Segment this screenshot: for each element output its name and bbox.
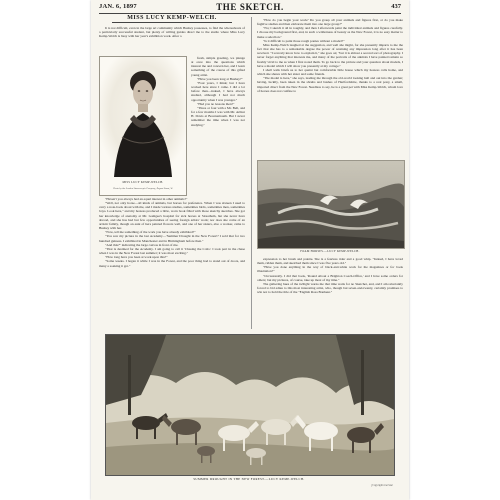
right-col-lower xyxy=(257,257,403,329)
paragraph: The gathering hues of the twilight warns me that time waits for no Sketcher, and, and I am reluctantly forced to bid adieu to this most interesting artist, who, though but seven-and-twenty, certainly promises to win not to hold the title of the "English Rosa Bonheur." xyxy=(257,281,403,295)
issue-date: JAN. 6, 1897 xyxy=(99,3,137,10)
portrait-photo xyxy=(100,57,186,179)
paragraph: "No; I sketch it all in roughly, and then I afterwards paint the individual animals and figures carefully. I choose my background first, and, in such a wilderness of beauty as the New Forest, it is no easy matter to make a selection." xyxy=(257,26,403,39)
left-col-intro xyxy=(99,26,245,55)
seascape-artwork xyxy=(258,161,404,248)
summer-drought-painting xyxy=(105,334,395,476)
masthead: THE SKETCH. xyxy=(216,2,284,12)
paragraph: I shall walk briefs us to her quaint but comfortable little house which my hostess calls home, and which she shares with her sister and some friends. xyxy=(257,67,403,77)
title-underline xyxy=(112,22,232,23)
paragraph: "That is destined for the Academy. I am going to call it 'Chasing the Colts.' I took part in the chase when I was in the New Forest last summer; it was most exciting." xyxy=(99,246,245,256)
portrait-figure xyxy=(99,56,187,196)
article-title: MISS LUCY KEMP-WELCH. xyxy=(127,15,217,21)
right-col-upper xyxy=(257,18,403,158)
portrait-credit: Photo by the London Stereoscopic Company, Regent Street, W. xyxy=(113,187,173,190)
paragraph: expression to her brush and palette. She is a fearless rider and a good whip. "Indeed, I have loved them, ridden them, and sketched them since I was five years old." xyxy=(257,257,403,266)
paragraph: "The model is here," she says, leading me through the old-world looking hall and out into the garden; having, luckily, been taken in the shrubs and bushes of Hertfordshire, thanks to a real pony, a small, imported direct from the New Forest. Needless to say, he is a great pet with Miss Kemp-Welch, whom love of horses does not confine to xyxy=(257,76,403,93)
portrait-caption: MISS LUCY KEMP-WELCH. xyxy=(122,181,164,184)
seascape-caption: FOAM HORSES.—LUCY KEMP-WELCH. xyxy=(300,250,360,253)
copyright-notice: [Copyright reserved. xyxy=(371,484,393,487)
paragraph: "Had you no lessons then?" xyxy=(197,101,235,106)
header-rule xyxy=(99,13,401,14)
paragraph: Miss Kemp-Welch laughed at the suggestion, and well she might, for she presently imparts to me the fact that she has to a remarkable degree the power of retaining any impression long after it has been received. "I scarcely know how to explain it," she goes on; "but it is almost a second sort of photography. I never forget anything that interests me, and many of the portraits of the animals I have painted remain so freshly vivid to me as when I first noted them. To go back to the picture and your question about models, I have a model which I will show you presently at my cottage." xyxy=(257,42,403,68)
paragraph: fresh, simple greeting, we plunge at once into the questions which interest me and concern her, and I learn something of the course of this gifted young artist. xyxy=(191,56,245,77)
paragraph: "Some weeks. I began it while I was in the Forest, and the poor thing had to stand out of doors, and many a soaking it got." xyxy=(99,259,245,268)
column-divider xyxy=(251,17,252,329)
page-number: 437 xyxy=(391,3,401,10)
paragraph: "Now, tell me something of the work you have already exhibited?" xyxy=(105,230,196,235)
paragraph: "Three or four with a Mr. Bell, and for a few months I was with Mr. Arthur H. Davis at Bournemouth. But I never remember the time when I was not studying." xyxy=(191,105,245,127)
paragraph: "How do you begin your work? Do you group all your animals and figures first, or do you make fugitive studies and then elaborate them into one large group?" xyxy=(257,18,403,27)
foam-horses-painting xyxy=(257,160,405,249)
paragraph: "Four years, I think; but I have worked here since I came. I did a lot before then—indeed, I have always studied, although I had not much opportunity when I was younger." xyxy=(191,80,245,102)
paragraph: It is not difficult, even in the large art community which Bushey possesses, to find the whereabouts of a particularly successful student, but plenty of willing guides direct me to the studio where Miss Lucy Kemp-Welch is busy with her year's exhibition work. After a xyxy=(99,26,245,39)
magazine-page xyxy=(91,0,409,500)
paragraph: "And this?" indicating the large canvas in front of me. xyxy=(105,242,179,247)
paragraph: "Occasionally. I did that book, 'Round About a Brighton Coach-Office,' and I have some orders for others; but my pictures, of course, take up most of my time." xyxy=(257,273,403,282)
left-col-lower xyxy=(99,197,245,330)
summer-drought-caption: SUMMER DROUGHT IN THE NEW FOREST.—LUCY KEMP-WELCH. xyxy=(193,477,305,481)
paragraph: "Have you been long at Bushey?" xyxy=(197,76,243,81)
paragraph: "How long have you been at work upon this?" xyxy=(105,255,168,260)
paragraph: "You saw my picture in the last Academy—'Summer Drought in the New Forest'? I sold that for two hundred guineas. I exhibited in Manchester and in Birmingham before then." xyxy=(99,234,245,243)
paragraph: "Have you done anything in the way of black-and-white work for the magazines or for book illustration?" xyxy=(257,265,403,274)
paragraph: "Well, not only horse—all kinds of animals, but horses for preference. When I was sixteen I used to carry a note-book about with me, and I made various studies, sometimes birds, sometimes men, sometimes boys. Look here," and my hostess produced a little, worn book filled with those sketchy sketches. She got her knowledge of anatomy at Mr. Gamgee's hospital for sick horses at Streatham, but she never have abroad, and she has had but few opportunities of seeing foreign artists' work; nor does she come of an artistic family, though an aunt of hers painted flowers well, and one of her sisters, also a worker, came to Bushey with her. xyxy=(99,201,245,231)
forest-ponies-artwork xyxy=(106,335,394,475)
paragraph: "Haven't you always had an equal interest in other animals?" xyxy=(105,197,188,201)
paragraph: "Is it difficult to paint those rough ponies without a model?" xyxy=(263,38,345,43)
left-col-narrow xyxy=(191,56,245,194)
